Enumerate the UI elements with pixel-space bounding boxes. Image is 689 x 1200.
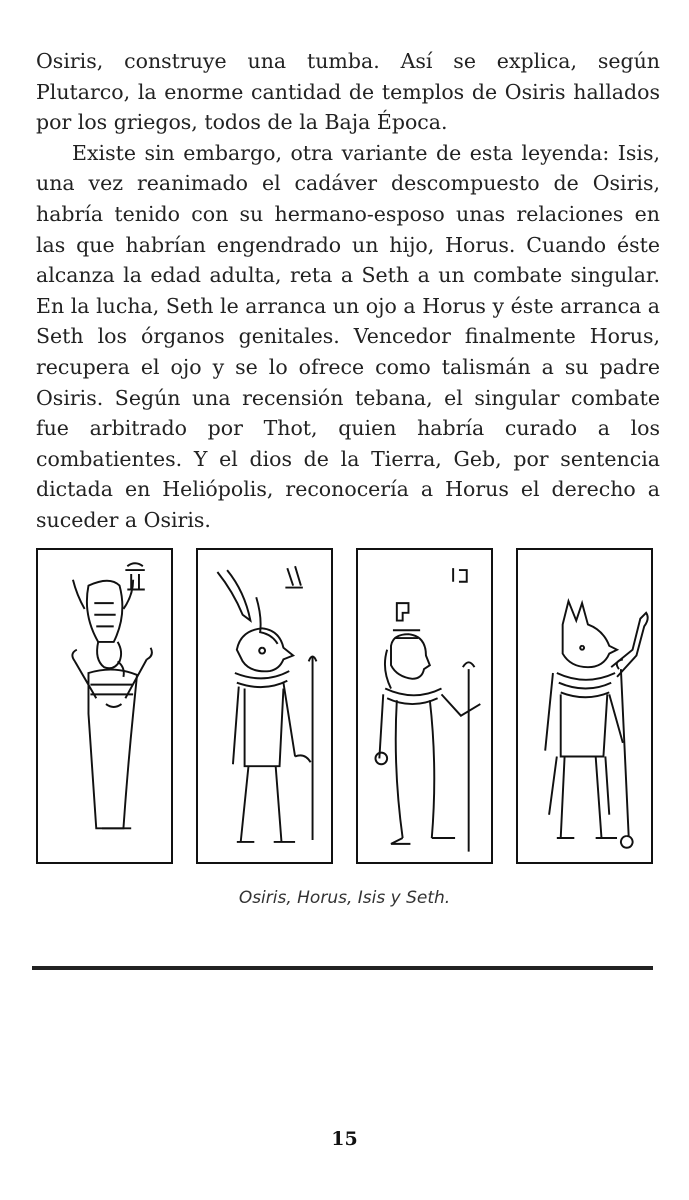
figure-caption: Osiris, Horus, Isis y Seth.	[238, 888, 451, 908]
isis-figure-icon	[358, 550, 491, 862]
page-number: 15	[331, 1128, 358, 1150]
body-text	[36, 46, 660, 536]
horizontal-rule	[32, 966, 653, 970]
panel-horus	[196, 548, 333, 864]
deities-illustration	[36, 548, 653, 864]
panel-osiris	[36, 548, 173, 864]
paragraph-1: Osiris, construye una tumba. Así se explica, según Plutarco, la enorme cantidad de templos de Osiris hallados por los griegos, todos de la Baja Época.	[36, 49, 660, 135]
paragraph-2: Existe sin embargo, otra variante de esta leyenda: Isis, una vez reanimado el cadáver descompuesto de Osiris, habría tenido con su hermano-esposo unas relaciones en las que habrían engendrado un hijo, Horus. Cuando éste alcanza la edad adulta, reta a Seth a un combate singular. En la lucha, Seth le arranca un ojo a Horus y éste arranca a Seth los órganos genitales. Vencedor finalmente Horus, recupera el ojo y se lo ofrece como talismán a su padre Osiris. Según una recensión tebana, el singular combate fue arbitrado por Thot, quien habría curado a los combatientes. Y el dios de la Tierra, Geb, por sentencia dictada en Heliópolis, reconocería a Horus el derecho a suceder a Osiris.	[36, 140, 660, 532]
osiris-figure-icon	[38, 550, 171, 862]
seth-figure-icon	[518, 550, 651, 862]
panel-isis	[356, 548, 493, 864]
panel-seth	[516, 548, 653, 864]
horus-figure-icon	[198, 550, 331, 862]
